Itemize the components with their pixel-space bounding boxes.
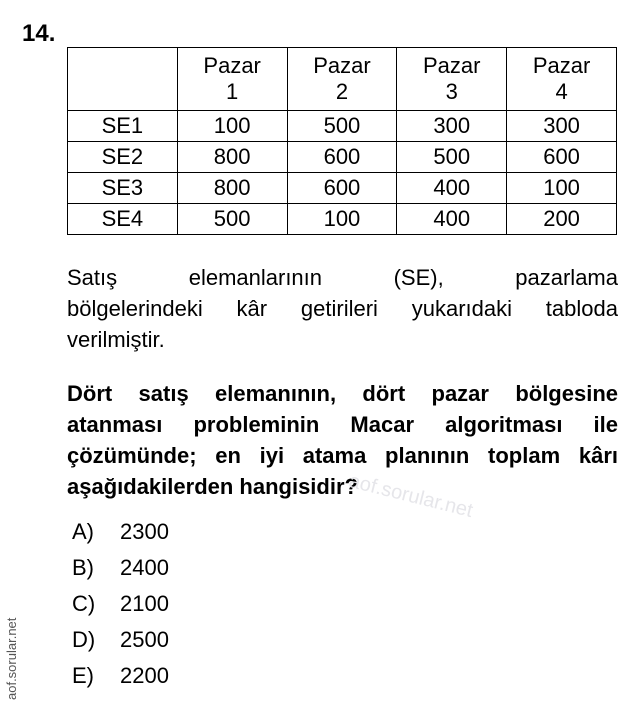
- option-text: 2300: [120, 519, 169, 544]
- table-cell: 200: [507, 204, 617, 235]
- context-line: Satış elemanlarının (SE), pazarlama: [67, 265, 618, 290]
- option-text: 2400: [120, 555, 169, 580]
- profit-table: [67, 47, 617, 235]
- table-cell: 600: [507, 142, 617, 173]
- table-cell: 400: [397, 204, 507, 235]
- table-cell: 100: [177, 111, 287, 142]
- option-e[interactable]: [72, 658, 169, 694]
- prompt-line: çözümünde; en iyi atama planının toplam kârı: [67, 443, 618, 468]
- question-context: [67, 262, 618, 355]
- table-cell: 400: [397, 173, 507, 204]
- row-label: SE1: [68, 111, 178, 142]
- context-line: verilmiştir.: [67, 327, 165, 352]
- table-cell: 100: [507, 173, 617, 204]
- row-label: SE2: [68, 142, 178, 173]
- prompt-line: aşağıdakilerden hangisidir?: [67, 474, 358, 499]
- option-text: 2100: [120, 591, 169, 616]
- table-row: [68, 204, 617, 235]
- option-text: 2200: [120, 663, 169, 688]
- table-cell: 800: [177, 173, 287, 204]
- question-number: 14.: [22, 20, 56, 47]
- option-text: 2500: [120, 627, 169, 652]
- option-b[interactable]: [72, 550, 169, 586]
- table-cell: 600: [287, 142, 397, 173]
- question-prompt: [67, 378, 618, 502]
- table-cell: 300: [507, 111, 617, 142]
- table-header-row: [68, 48, 617, 111]
- table-cell: 600: [287, 173, 397, 204]
- option-letter: B): [72, 555, 94, 580]
- header-cell-empty: [68, 48, 178, 111]
- table-row: [68, 111, 617, 142]
- context-line: bölgelerindeki kâr getirileri yukarıdaki tabloda: [67, 296, 618, 321]
- option-letter: A): [72, 519, 94, 544]
- header-cell-market-3: Pazar 3: [397, 48, 507, 111]
- option-letter: D): [72, 627, 96, 652]
- answer-options: [72, 514, 169, 694]
- table-cell: 800: [177, 142, 287, 173]
- prompt-line: Dört satış elemanının, dört pazar bölgesine: [67, 381, 618, 406]
- table-cell: 500: [177, 204, 287, 235]
- table-cell: 500: [397, 142, 507, 173]
- watermark-center: aof.sorular.net: [346, 470, 475, 523]
- table-row: [68, 142, 617, 173]
- row-label: SE4: [68, 204, 178, 235]
- option-letter: E): [72, 663, 94, 688]
- header-cell-market-1: Pazar 1: [177, 48, 287, 111]
- option-letter: C): [72, 591, 96, 616]
- option-c[interactable]: [72, 586, 169, 622]
- table-cell: 500: [287, 111, 397, 142]
- row-label: SE3: [68, 173, 178, 204]
- watermark-side: aof.sorular.net: [4, 617, 19, 700]
- header-cell-market-2: Pazar 2: [287, 48, 397, 111]
- option-d[interactable]: [72, 622, 169, 658]
- table-cell: 300: [397, 111, 507, 142]
- header-cell-market-4: Pazar 4: [507, 48, 617, 111]
- table-cell: 100: [287, 204, 397, 235]
- table-row: [68, 173, 617, 204]
- option-a[interactable]: [72, 514, 169, 550]
- prompt-line: atanması probleminin Macar algoritması ile: [67, 412, 618, 437]
